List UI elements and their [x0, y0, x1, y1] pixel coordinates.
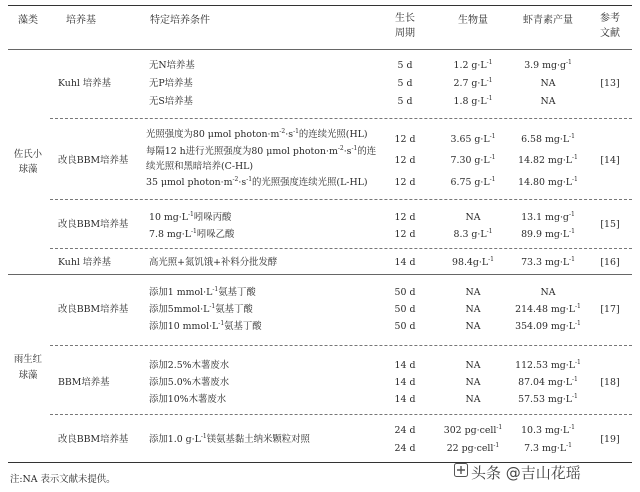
- header-biomass: 生物量: [458, 15, 488, 26]
- astaxanthin-cell: 73.3 $mg\cdot L^{-1}$: [521, 256, 575, 268]
- condition-cell: 添加10%木薯废水: [149, 394, 227, 405]
- biomass-cell: NA: [465, 304, 481, 315]
- astaxanthin-cell: NA: [540, 287, 556, 298]
- biomass-cell: 1.8 $g\cdot L^{-1}$: [453, 95, 493, 107]
- section-divider: [50, 248, 632, 249]
- condition-cell: 10 $mg\cdot L^{-1}$吲哚丙酸: [149, 211, 232, 223]
- period-cell: 12 d: [394, 212, 416, 223]
- biomass-cell: $98.4g\cdot L^{-1}$: [452, 256, 494, 268]
- section-divider: [50, 414, 632, 415]
- condition-cell: 添加1.0 $g\cdot L^{-1}$镁氨基黏土纳米颗粒对照: [149, 433, 310, 445]
- period-cell: 14 d: [394, 257, 416, 268]
- condition-cell: 添加$5mmol\cdot L^{-1}$氨基丁酸: [149, 303, 253, 315]
- reference-cell: [17]: [600, 304, 620, 315]
- period-cell: 50 d: [394, 321, 416, 332]
- biomass-cell: NA: [465, 212, 481, 223]
- condition-cell: 续光照和黑暗培养(C-HL): [146, 161, 254, 172]
- condition-cell: 添加2.5%木薯废水: [149, 360, 230, 371]
- top-rule: [8, 5, 632, 6]
- period-cell: 14 d: [394, 394, 416, 405]
- table-note: 注:NA 表示文献未提供。: [10, 474, 116, 485]
- condition-cell: 添加10 $mmol\cdot L^{-1}$氨基丁酸: [149, 320, 262, 332]
- astaxanthin-cell: NA: [540, 96, 556, 107]
- medium-cell: 改良BBM培养基: [58, 434, 129, 445]
- reference-cell: [15]: [600, 219, 620, 230]
- condition-cell: 无P培养基: [149, 78, 193, 89]
- header-period-line2: 周期: [395, 28, 415, 39]
- period-cell: 24 d: [394, 425, 416, 436]
- biomass-cell: 22 pg·cell$^{-1}$: [446, 442, 500, 454]
- period-cell: 12 d: [394, 134, 416, 145]
- period-cell: 12 d: [394, 177, 416, 188]
- period-cell: 12 d: [394, 229, 416, 240]
- astaxanthin-cell: 87.04 $mg\cdot L^{-1}$: [518, 376, 578, 388]
- period-cell: 14 d: [394, 360, 416, 371]
- reference-cell: [16]: [600, 257, 620, 268]
- astaxanthin-cell: 57.53 $mg\cdot L^{-1}$: [518, 393, 578, 405]
- biomass-cell: NA: [465, 377, 481, 388]
- condition-cell: 高光照+氮饥饿+补料分批发酵: [149, 257, 278, 268]
- period-cell: 5 d: [397, 60, 413, 71]
- algae-name: 佐氏小: [13, 149, 43, 160]
- period-cell: 5 d: [397, 78, 413, 89]
- medium-cell: 改良BBM培养基: [58, 219, 129, 230]
- medium-cell: BBM培养基: [58, 377, 110, 388]
- astaxanthin-cell: 6.58 $mg\cdot L^{-1}$: [521, 133, 575, 145]
- astaxanthin-cell: 14.82 $mg\cdot L^{-1}$: [518, 154, 578, 166]
- condition-cell: 7.8 $mg\cdot L^{-1}$吲哚乙酸: [149, 228, 235, 240]
- header-period-line1: 生长: [395, 13, 415, 24]
- condition-cell: 光照强度为80 μmol $photon\cdot m^{-2}\cdot s^{-1}$的连续光照(HL): [146, 128, 368, 140]
- period-cell: 14 d: [394, 377, 416, 388]
- section-divider: [50, 345, 632, 346]
- biomass-cell: 6.75 $g\cdot L^{-1}$: [450, 176, 496, 188]
- period-cell: 50 d: [394, 304, 416, 315]
- header-ref-line2: 文献: [600, 28, 620, 39]
- biomass-cell: 3.65 $g\cdot L^{-1}$: [450, 133, 496, 145]
- astaxanthin-cell: 13.1 $mg\cdot g^{-1}$: [521, 211, 575, 223]
- algae-name: 球藻: [18, 370, 38, 381]
- astaxanthin-cell: 89.9 $mg\cdot L^{-1}$: [521, 228, 575, 240]
- period-cell: 5 d: [397, 96, 413, 107]
- astaxanthin-cell: 214.48 $mg\cdot L^{-1}$: [515, 303, 581, 315]
- section-divider: [50, 118, 632, 119]
- astaxanthin-cell: 10.3 $mg\cdot L^{-1}$: [521, 424, 575, 436]
- condition-cell: 无S培养基: [149, 96, 193, 107]
- section-divider: [50, 199, 632, 200]
- condition-cell: 无N培养基: [149, 60, 195, 71]
- watermark: 头条 @吉山花瑶: [471, 464, 581, 482]
- biomass-cell: 7.30 $g\cdot L^{-1}$: [450, 154, 496, 166]
- astaxanthin-cell: 112.53 $mg\cdot L^{-1}$: [515, 359, 581, 371]
- header-rule: [8, 49, 632, 50]
- biomass-cell: NA: [465, 321, 481, 332]
- biomass-cell: 2.7 $g\cdot L^{-1}$: [453, 77, 493, 89]
- reference-cell: [18]: [600, 377, 620, 388]
- condition-cell: 添加5.0%木薯废水: [149, 377, 230, 388]
- medium-cell: 改良BBM培养基: [58, 304, 129, 315]
- medium-cell: Kuhl 培养基: [58, 257, 111, 268]
- reference-cell: [19]: [600, 434, 620, 445]
- header-astaxanthin: 虾青素产量: [523, 15, 573, 26]
- astaxanthin-cell: NA: [540, 78, 556, 89]
- astaxanthin-cell: 354.09 $mg\cdot L^{-1}$: [515, 320, 581, 332]
- reference-cell: [14]: [600, 155, 620, 166]
- header-condition: 特定培养条件: [150, 15, 210, 26]
- biomass-cell: 302 pg·cell$^{-1}$: [443, 424, 503, 436]
- period-cell: 24 d: [394, 443, 416, 454]
- group-rule: [8, 274, 632, 275]
- condition-cell: 35 μmol $photon\cdot m^{-2}\cdot s^{-1}$的光照强度连续光照(L-HL): [146, 176, 368, 188]
- period-cell: 12 d: [394, 155, 416, 166]
- biomass-cell: 8.3 $g\cdot L^{-1}$: [453, 228, 493, 240]
- biomass-cell: NA: [465, 287, 481, 298]
- medium-cell: Kuhl 培养基: [58, 78, 111, 89]
- header-ref-line1: 参考: [600, 13, 620, 24]
- astaxanthin-cell: 3.9 $mg\cdot g^{-1}$: [524, 59, 572, 71]
- biomass-cell: NA: [465, 360, 481, 371]
- watermark-logo-icon: [454, 463, 468, 477]
- astaxanthin-cell: 7.3 $mg\cdot L^{-1}$: [524, 442, 572, 454]
- header-algae: 藻类: [18, 15, 38, 26]
- period-cell: 50 d: [394, 287, 416, 298]
- reference-cell: [13]: [600, 78, 620, 89]
- astaxanthin-cell: 14.80 $mg\cdot L^{-1}$: [518, 176, 578, 188]
- biomass-cell: 1.2 $g\cdot L^{-1}$: [453, 59, 493, 71]
- algae-name: 球藻: [18, 164, 38, 175]
- condition-cell: 每隔12 h进行光照强度为80 μmol $photon\cdot m^{-2}\cdot s^{-1}$的连: [146, 145, 377, 157]
- header-medium: 培养基: [66, 15, 96, 26]
- biomass-cell: NA: [465, 394, 481, 405]
- algae-name: 雨生红: [13, 354, 43, 365]
- condition-cell: 添加1 $mmol\cdot L^{-1}$氨基丁酸: [149, 286, 256, 298]
- medium-cell: 改良BBM培养基: [58, 155, 129, 166]
